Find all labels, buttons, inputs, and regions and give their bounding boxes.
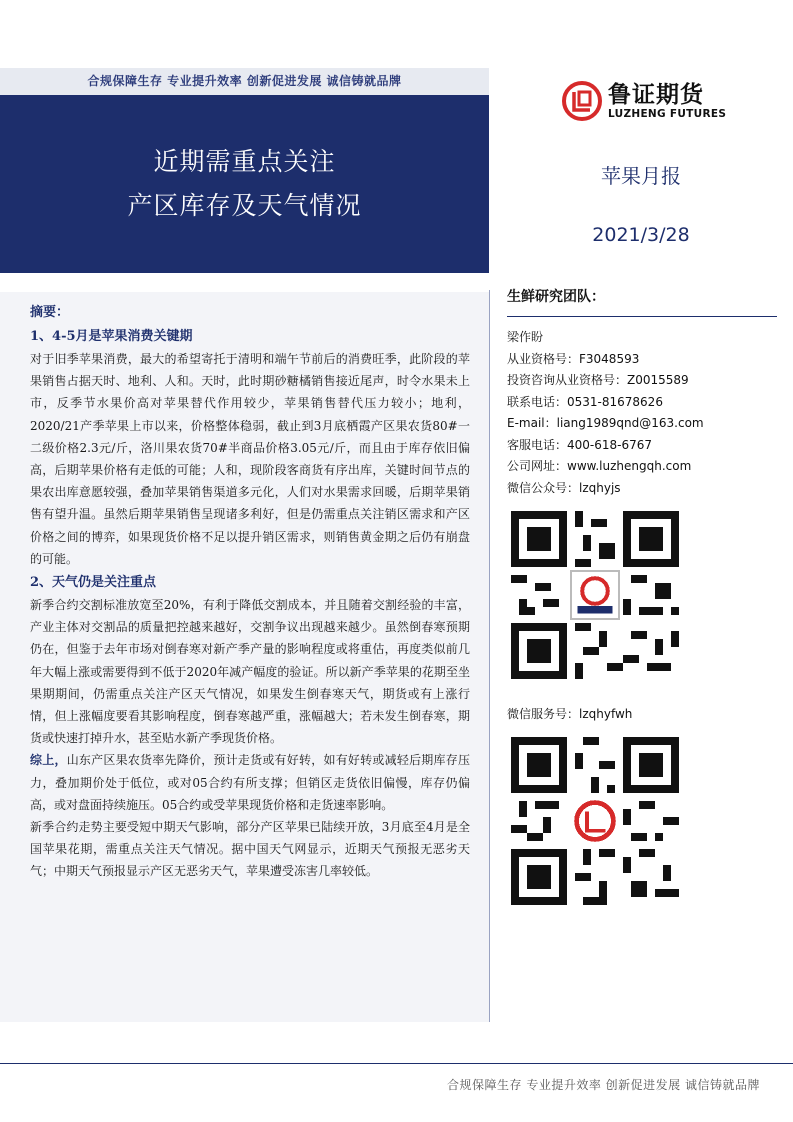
research-team-panel <box>507 286 777 909</box>
footer-divider <box>0 1063 793 1064</box>
report-date: 2021/3/28 <box>592 224 690 246</box>
wechat-public-qr-code-icon <box>511 511 679 679</box>
conclusion-lead: 综上， <box>30 753 67 768</box>
qualification-number: 从业资格号：F3048593 <box>507 351 640 366</box>
company-website[interactable]: 公司网址：www.luzhengqh.com <box>507 459 692 473</box>
service-phone: 客服电话：400-618-6767 <box>507 437 653 452</box>
conclusion-paragraph <box>30 749 470 816</box>
section2-title: 2、天气仍是关注重点 <box>30 575 157 591</box>
summary-label: 摘要： <box>30 305 70 320</box>
team-title: 生鲜研究团队： <box>507 289 605 305</box>
column-divider <box>489 290 490 1022</box>
luzheng-logo-icon <box>562 81 602 121</box>
report-type: 苹果月报 <box>601 164 681 188</box>
logo-english-name: LUZHENG FUTURES <box>608 108 727 120</box>
conclusion-text: 山东产区果农货率先降价，预计走货或有好转，如有好转或减轻后期库存压力，叠加期价处于低位，或对05合约有所支撑；但销区走货依旧偏慢，库存仍偏高，或对盘面持续施压。05合约或受苹果现货价格和走货速率影响。 <box>30 753 470 812</box>
report-title-line2: 产区库存及天气情况 <box>127 191 362 220</box>
section1-title: 1、4-5月是苹果消费关键期 <box>30 329 193 344</box>
wechat-service-qr-code-icon <box>511 737 679 905</box>
section1-paragraph: 对于旧季苹果消费，最大的希望寄托于清明和端午节前后的消费旺季，此阶段的苹果销售占据天时、地利、人和。天时，此时期砂糖橘销售接近尾声，时令水果未上市，反季节水果价高对苹果替代作用较少，苹果销售替代压力较小；地利，2020/21产季苹果上市以来，价格整体稳弱，截止到3月底栖霞产区果农货80#一二级价格2.3元/斤，洛川果农货70#半商品价格3.05元/斤，而且由于库存依旧偏高，后期苹果价格有走低的可能；人和，现阶段客商货有序出库，关键时间节点的果农出库意愿较强，叠加苹果销售渠道多元化，人们对水果需求回暖，后期苹果销售有望升温。虽然后期苹果销售呈现诸多利好，但是仍需重点关注销区需求和产区价格之间的博弈，如果现货价格不足以提升销区需求，则销售黄金期之后仍有崩盘的可能。 <box>30 352 470 566</box>
wechat-service-account: 微信服务号：lzqhyfwh <box>507 707 633 721</box>
wechat-public-account: 微信公众号：lzqhyjs <box>507 480 621 495</box>
team-divider <box>507 316 777 317</box>
footer-slogan: 合规保障生存 专业提升效率 创新促进发展 诚信铸就品牌 <box>447 1078 760 1092</box>
title-block <box>0 95 489 273</box>
summary-panel <box>0 292 489 1022</box>
logo-chinese-name: 鲁证期货 <box>608 82 704 108</box>
company-logo <box>562 78 752 124</box>
contact-email[interactable]: E-mail：liang1989qnd@163.com <box>507 416 704 430</box>
consulting-qualification: 投资咨询从业资格号：Z0015589 <box>507 373 689 387</box>
analyst-name: 梁作盼 <box>507 330 544 344</box>
outlook-paragraph: 新季合约走势主要受短中期天气影响，部分产区苹果已陆续开放，3月底至4月是全国苹果花期，需重点关注天气情况。据中国天气网显示，近期天气预报无恶劣天气；中期天气预报显示产区无恶劣天气，苹果遭受冻害几率较低。 <box>30 820 470 879</box>
section2-paragraph: 新季合约交割标准放宽至20%，有利于降低交割成本，并且随着交割经验的丰富，产业主体对交割品的质量把控越来越好，交割争议出现越来越少。虽然倒春寒预期仍在，但鉴于去年市场对倒春寒对新产季产量的影响程度或将重估，再度类似前几年大幅上涨或需要得到不低于2020年减产幅度的验证。所以新产季苹果的花期至坐果期期间，仍需重点关注产区天气情况，如果发生倒春寒天气，期货或有上涨行情，但上涨幅度要看其影响程度，倒春寒越严重，涨幅越大；若未发生倒春寒，期货或快速打掉升水，甚至贴水新产季现货价格。 <box>30 598 470 746</box>
header-slogan: 合规保障生存 专业提升效率 创新促进发展 诚信铸就品牌 <box>0 68 489 95</box>
contact-phone: 联系电话：0531-81678626 <box>507 394 663 409</box>
report-title-line1: 近期需重点关注 <box>153 147 336 176</box>
